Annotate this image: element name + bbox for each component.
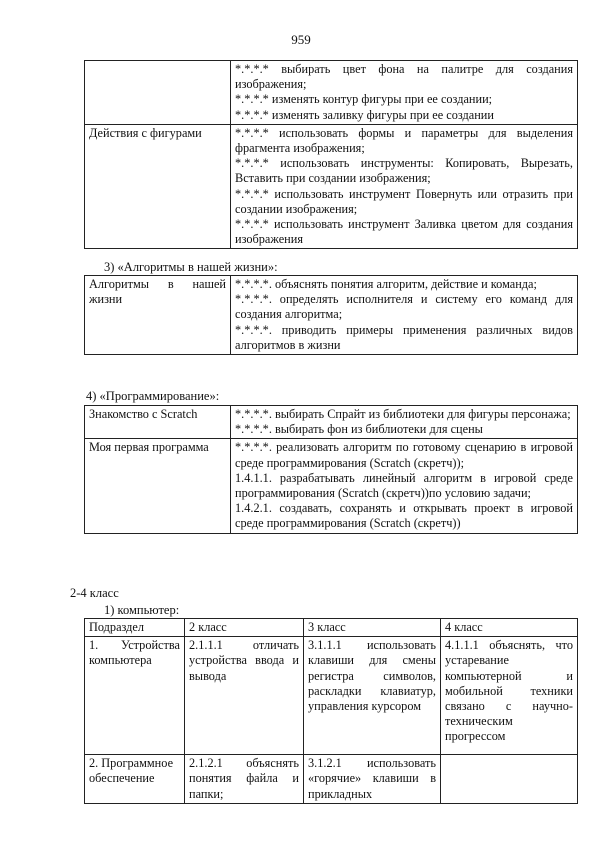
- table-programming: [84, 405, 578, 534]
- table-row: [85, 406, 578, 439]
- column-header: 2 класс: [185, 619, 304, 637]
- column-header: Подраздел: [85, 619, 185, 637]
- table-header-row: [85, 619, 578, 637]
- table-cell: 2.1.1.1 отличать устройства ввода и вывода: [185, 637, 304, 755]
- table-row: [85, 276, 578, 355]
- subsection-cell: Алгоритмы в нашей жизни: [85, 276, 231, 355]
- caption-computer: 1) компьютер:: [104, 603, 180, 617]
- table-row: [85, 439, 578, 533]
- table-algorithms: [84, 275, 578, 355]
- section-title: 2-4 класс: [70, 586, 119, 600]
- table-cell: 2. Программное обеспечение: [85, 755, 185, 804]
- objectives-cell: [231, 439, 578, 533]
- subsection-cell: Действия с фигурами: [85, 124, 231, 249]
- objectives-cell: [231, 276, 578, 355]
- objective-text: *.*.*.*. выбирать Спрайт из библиотеки для фигуры персонажа;: [235, 407, 571, 421]
- table-row: [85, 637, 578, 755]
- table-graphics-skills: [84, 60, 578, 249]
- objectives-cell: [231, 124, 578, 249]
- column-header: 4 класс: [441, 619, 578, 637]
- caption-programming: 4) «Программирование»:: [86, 389, 220, 403]
- table-cell: 1. Устройства компьютера: [85, 637, 185, 755]
- objective-text: *.*.*.* выбирать цвет фона на палитре для создания изображения;: [235, 62, 573, 92]
- objective-text: *.*.*.* изменять контур фигуры при ее создании;: [235, 92, 493, 107]
- table-cell: [441, 755, 578, 804]
- caption-algorithms: 3) «Алгоритмы в нашей жизни»:: [104, 260, 278, 274]
- subsection-cell: Знакомство с Scratch: [85, 406, 231, 439]
- objective-text: *.*.*.*. определять исполнителя и систему его команд для создания алгоритма;: [235, 292, 573, 322]
- objective-text: 1.4.2.1. создавать, сохранять и открывать проект в игровой среде программирования (Scratch (скретч)): [235, 501, 573, 531]
- objective-text: *.*.*.* использовать инструмент Заливка цветом для создания изображения: [235, 217, 573, 247]
- table-computer-grades: [84, 618, 578, 804]
- subsection-cell: Моя первая программа: [85, 439, 231, 533]
- subsection-cell: [85, 61, 231, 125]
- table-row: [85, 124, 578, 249]
- objective-text: 1.4.1.1. разрабатывать линейный алгоритм в игровой среде программирования (Scratch (скретч))по условию задачи;: [235, 470, 573, 501]
- column-header: 3 класс: [304, 619, 441, 637]
- objective-text: *.*.*.* изменять заливку фигуры при ее создании: [235, 107, 494, 122]
- objective-text: *.*.*.*. выбирать фон из библиотеки для сцены: [235, 422, 483, 437]
- objectives-cell: [231, 61, 578, 125]
- table-cell: 3.1.1.1 использовать клавиши для смены регистра символов, раскладки клавиатур, управления курсором: [304, 637, 441, 755]
- objective-text: *.*.*.*. объяснять понятия алгоритм, действие и команда;: [235, 277, 537, 291]
- objective-text: *.*.*.*. реализовать алгоритм по готовому сценарию в игровой среде программирования (Scratch (скретч));: [235, 440, 573, 470]
- table-cell: 2.1.2.1 объяснять понятия файла и папки;: [185, 755, 304, 804]
- page-number: 959: [291, 32, 311, 47]
- objectives-cell: [231, 406, 578, 439]
- objective-text: *.*.*.* использовать инструменты: Копировать, Вырезать, Вставить при создании изображения;: [235, 156, 573, 186]
- objective-text: *.*.*.*. приводить примеры применения различных видов алгоритмов в жизни: [235, 322, 573, 352]
- table-row: [85, 755, 578, 804]
- objective-text: *.*.*.* использовать инструмент Повернуть или отразить при создании изображения;: [235, 186, 573, 216]
- table-row: [85, 61, 578, 125]
- objective-text: *.*.*.* использовать формы и параметры для выделения фрагмента изображения;: [235, 125, 573, 156]
- table-cell: 3.1.2.1 использовать «горячие» клавиши в прикладных: [304, 755, 441, 804]
- table-cell: 4.1.1.1 объяснять, что устаревание компьютерной и мобильной техники связано с научно-техническим прогрессом: [441, 637, 578, 755]
